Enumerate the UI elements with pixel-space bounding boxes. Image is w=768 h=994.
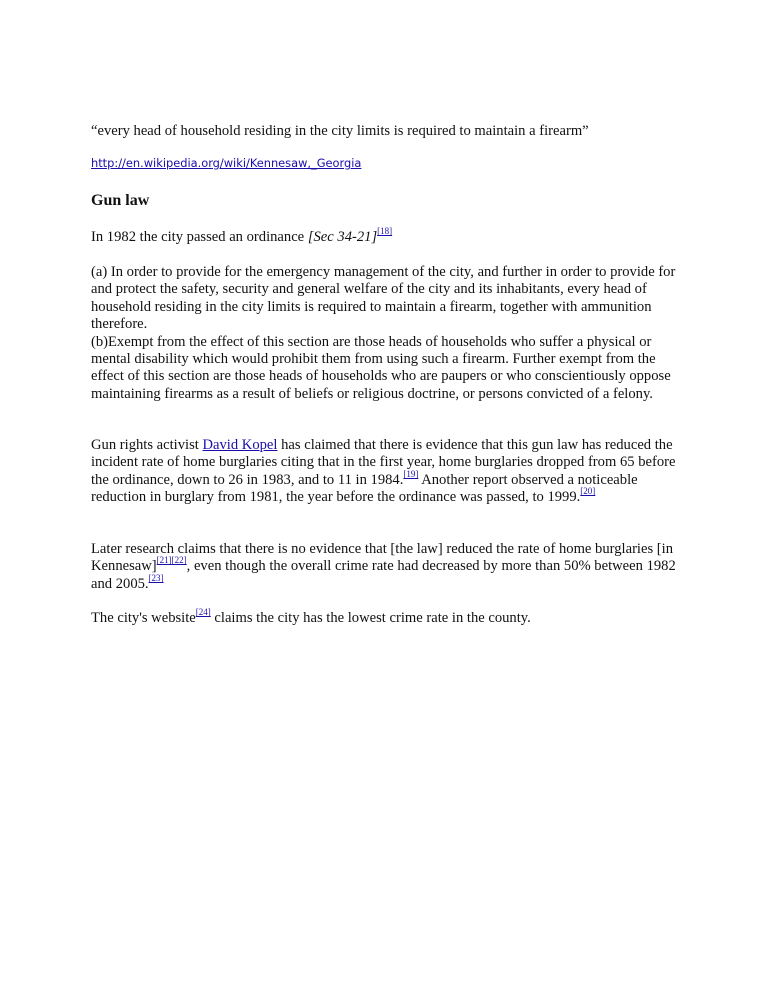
- reference-link-23[interactable]: [23]: [148, 572, 164, 583]
- website-text-pre: The city's website: [91, 610, 196, 626]
- kopel-text-mid: has claimed that there is evidence that this gun law has reduced the incident rate of home burglaries citing that in the first year, home burglaries dropped from 65 before the ordinance, down to 26 in 1983, and to 11 in 1984.: [91, 437, 676, 488]
- ordinance-citation: [Sec 34-21]: [307, 229, 378, 245]
- reference-link-20[interactable]: [20]: [580, 486, 596, 497]
- later-text-mid: , even though the overall crime rate had decreased by more than 50% between 1982 and 2005.: [91, 558, 676, 592]
- intro-text: In 1982 the city passed an ordinance: [91, 229, 308, 245]
- reference-link-19[interactable]: [19]: [403, 468, 419, 479]
- reference-link-22[interactable]: [22]: [171, 555, 187, 566]
- reference-link-24[interactable]: [24]: [195, 607, 211, 617]
- website-text-post: claims the city has the lowest crime rate in the county.: [210, 610, 531, 626]
- intro-paragraph: [91, 226, 679, 246]
- later-research-paragraph: [91, 541, 679, 593]
- ordinance-section-b: (b)Exempt from the effect of this section are those heads of households who suffer a physical or mental disability which would prohibit them from using such a firearm. Further exempt from the effect of this section are those heads of households who are paupers or who conscientiously oppose maintaining firearms as a result of beliefs or religious doctrine, or persons convicted of a felony.: [91, 333, 671, 402]
- later-text-pre: Later research claims that there is no evidence that [the law] reduced the rate of home burglaries [in Kennesaw]: [91, 541, 674, 575]
- reference-link-21[interactable]: [21]: [156, 555, 172, 566]
- kopel-text-pre: Gun rights activist: [91, 437, 203, 453]
- ordinance-section-a: (a) In order to provide for the emergency management of the city, and further in order to provide for and protect the safety, security and general welfare of the city and its inhabitants, every head of household residing in the city limits is required to maintain a firearm, together with ammunition therefore.: [91, 264, 676, 333]
- ordinance-paragraph: [91, 264, 679, 403]
- kopel-text-post: Another report observed a noticeable reduction in burglary from 1981, the year before the ordinance was passed, to 1999.: [91, 471, 638, 506]
- reference-link-18[interactable]: [18]: [377, 226, 393, 236]
- website-paragraph: [91, 607, 679, 627]
- source-url-link[interactable]: http://en.wikipedia.org/wiki/Kennesaw,_Georgia: [91, 156, 362, 170]
- quote-line: “every head of household residing in the city limits is required to maintain a firearm”: [91, 123, 589, 139]
- section-heading: Gun law: [91, 192, 150, 209]
- kopel-paragraph: [91, 437, 679, 507]
- david-kopel-link[interactable]: David Kopel: [202, 437, 278, 453]
